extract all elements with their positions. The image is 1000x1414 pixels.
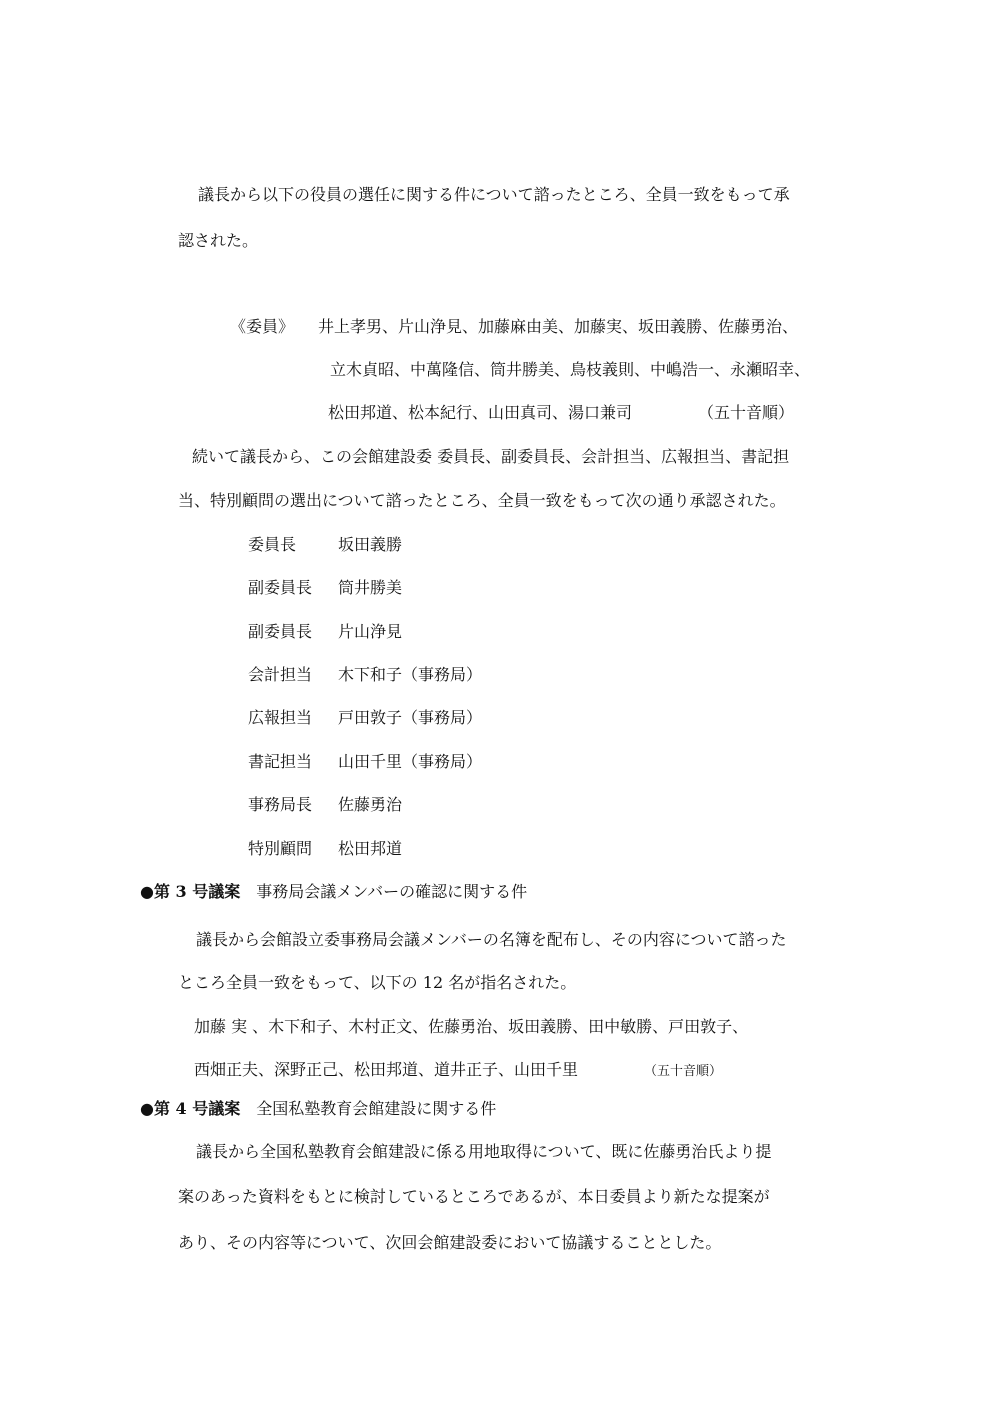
- members-line-1: 井上孝男、片山浄見、加藤麻由美、加藤実、坂田義勝、佐藤勇治、: [318, 317, 799, 336]
- agenda-4-heading: [140, 1098, 496, 1120]
- roster-row: [248, 707, 482, 729]
- members-line-2: 立木貞昭、中萬隆信、筒井勝美、鳥枝義則、中嶋浩一、永瀬昭幸、: [330, 360, 811, 379]
- agenda-3-names-line-2: 西畑正夫、深野正己、松田邦道、道井正子、山田千里: [194, 1060, 579, 1079]
- roster-name: 山田千里（事務局）: [338, 752, 483, 771]
- roster-name: 佐藤勇治: [338, 795, 403, 814]
- roster-name: 坂田義勝: [338, 535, 403, 554]
- roster-row: [248, 838, 402, 860]
- agenda-3-order-note: （五十音順）: [644, 1064, 723, 1079]
- agenda-4-paragraph-line-1: 議長から全国私塾教育会館建設に係る用地取得について、既に佐藤勇治氏より提: [196, 1142, 772, 1161]
- agenda-3-heading: [140, 881, 527, 903]
- roster-row: [248, 794, 402, 816]
- roster-name: 片山浄見: [338, 622, 403, 641]
- roster-role: 広報担当: [248, 708, 313, 727]
- roster-role: 書記担当: [248, 752, 313, 771]
- roster-role: 副委員長: [248, 622, 313, 641]
- members-label: 《委員》: [230, 317, 295, 336]
- roster-row: [248, 577, 402, 599]
- election-paragraph-line-1: 議長から以下の役員の選任に関する件について諮ったところ、全員一致をもって承: [198, 185, 790, 204]
- roster-role: 副委員長: [248, 578, 313, 597]
- roster-row: [248, 664, 482, 686]
- roster-row: [248, 621, 402, 643]
- roster-role: 会計担当: [248, 665, 313, 684]
- roster-row: [248, 751, 482, 773]
- agenda-4-paragraph-line-2: 案のあった資料をもとに検討しているところであるが、本日委員より新たな提案が: [178, 1187, 770, 1206]
- agenda-3-paragraph-line-2: ところ全員一致をもって、以下の 12 名が指名された。: [178, 973, 577, 992]
- bullet-icon: ●: [140, 882, 154, 901]
- agenda-4-label: 第 4 号議案: [153, 1099, 241, 1118]
- election-paragraph-line-2: 認された。: [178, 231, 259, 250]
- roster-role: 特別顧問: [248, 839, 313, 858]
- agenda-3-paragraph-line-1: 議長から会館設立委事務局会議メンバーの名簿を配布し、その内容について諮った: [196, 930, 787, 949]
- roster-row: [248, 534, 402, 556]
- roster-role: 事務局長: [248, 795, 313, 814]
- roster-name: 木下和子（事務局）: [338, 665, 483, 684]
- bullet-icon: ●: [140, 1099, 154, 1118]
- agenda-4-title: 全国私塾教育会館建設に関する件: [256, 1099, 497, 1118]
- officers-paragraph-line-1: 続いて議長から、この会館建設委 委員長、副委員長、会計担当、広報担当、書記担: [192, 447, 790, 466]
- roster-name: 戸田敦子（事務局）: [338, 708, 483, 727]
- agenda-4-paragraph-line-3: あり、その内容等について、次回会館建設委において協議することとした。: [178, 1233, 722, 1252]
- agenda-3-label: 第 3 号議案: [153, 882, 241, 901]
- roster-role: 委員長: [248, 535, 297, 554]
- members-line-3: 松田邦道、松本紀行、山田真司、湯口兼司: [328, 403, 633, 422]
- agenda-3-names-line-1: 加藤 実 、木下和子、木村正文、佐藤勇治、坂田義勝、田中敏勝、戸田敦子、: [194, 1017, 749, 1036]
- members-order-note: （五十音順）: [698, 403, 795, 422]
- roster-name: 筒井勝美: [338, 578, 403, 597]
- roster-name: 松田邦道: [338, 839, 403, 858]
- officers-paragraph-line-2: 当、特別顧問の選出について諮ったところ、全員一致をもって次の通り承認された。: [178, 491, 786, 510]
- agenda-3-title: 事務局会議メンバーの確認に関する件: [256, 882, 528, 901]
